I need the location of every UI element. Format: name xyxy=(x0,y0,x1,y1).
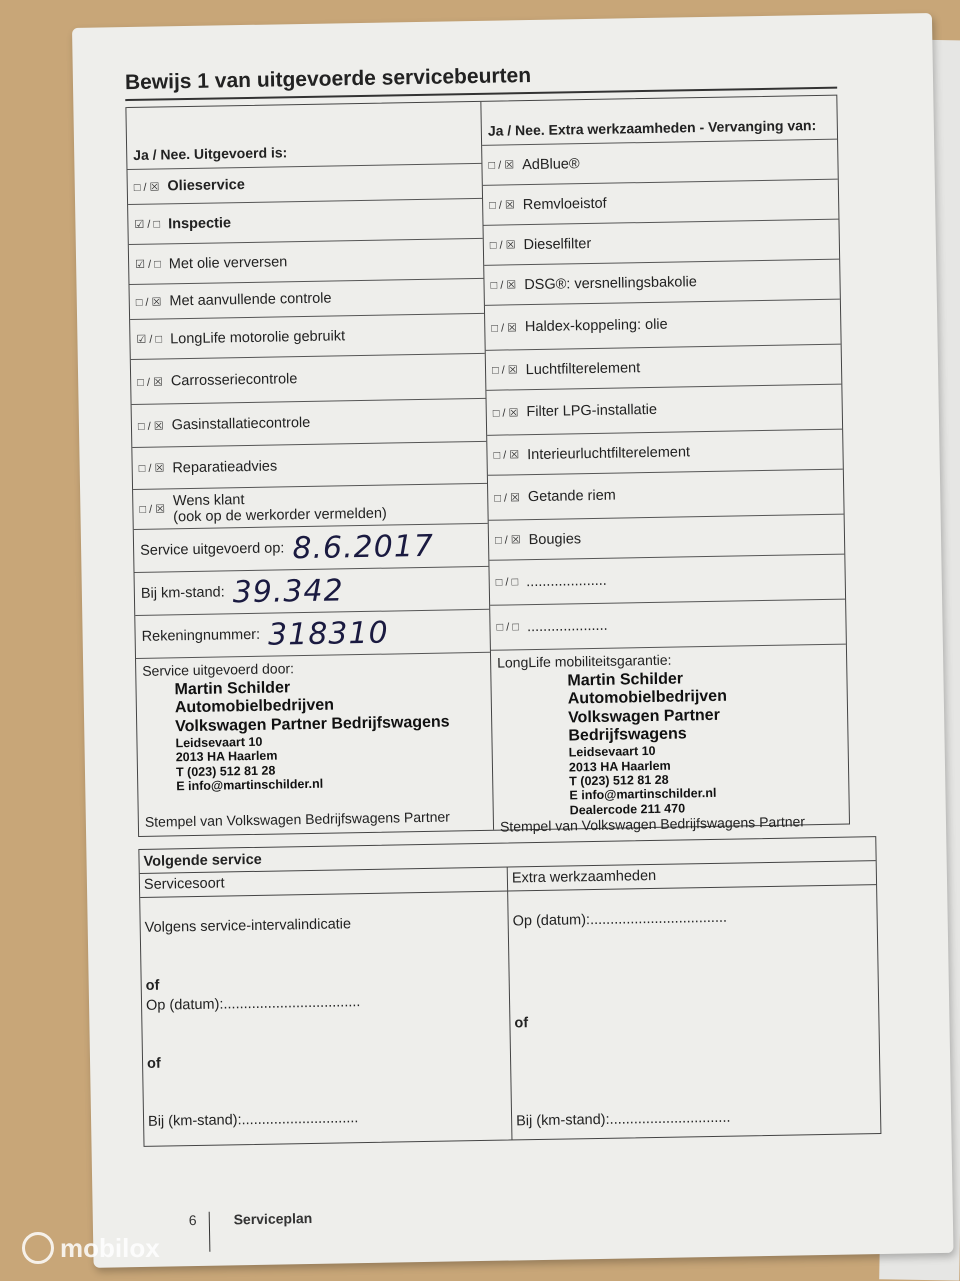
checkbox-pair[interactable]: □ / □ xyxy=(495,576,519,589)
mileage-row xyxy=(135,567,490,616)
page-title: Bewijs 1 van uitgevoerde servicebeurten xyxy=(124,63,532,95)
or-label: of xyxy=(145,977,160,994)
checkbox-pair[interactable]: □ / ☒ xyxy=(490,279,517,292)
item-label: Olieservice xyxy=(167,177,245,195)
extra-work-row xyxy=(486,385,842,436)
km-field-right: Bij (km-stand):.............................. xyxy=(516,1109,731,1130)
item-label: Carrosseriecontrole xyxy=(170,371,298,390)
checklist-row xyxy=(130,314,485,360)
dealer-stamp xyxy=(567,667,842,817)
item-label: Getande riem xyxy=(527,487,616,506)
mileage-value: 39.342 xyxy=(232,572,344,610)
item-label: Reparatieadvies xyxy=(172,457,278,476)
or-label: of xyxy=(146,1055,161,1072)
checkbox-pair[interactable]: ☑ / □ xyxy=(136,333,163,346)
item-label: Haldex-koppeling: olie xyxy=(524,316,668,336)
dealer-stamp xyxy=(174,676,450,793)
item-label: AdBlue® xyxy=(522,155,580,173)
service-booklet-page xyxy=(72,13,954,1268)
item-label: Interieurluchtfilterelement xyxy=(527,443,691,463)
checkbox-pair[interactable]: □ / ☒ xyxy=(137,419,164,433)
extra-work-row xyxy=(488,470,844,521)
interval-option: Volgens service-intervalindicatie xyxy=(144,916,352,936)
checkbox-pair[interactable]: □ / ☒ xyxy=(489,199,515,212)
checkbox-pair[interactable]: □ / ☒ xyxy=(139,503,166,516)
extra-work-row xyxy=(487,430,843,476)
checklist-row xyxy=(132,442,487,490)
item-label: DSG®: versnellingsbakolie xyxy=(524,273,698,293)
date-field-right: Op (datum):.................................. xyxy=(512,909,728,930)
item-label xyxy=(173,489,387,525)
item-label: .................... xyxy=(526,572,607,591)
invoice-number-row xyxy=(135,610,490,659)
item-label: Wens klant xyxy=(172,491,245,509)
stamp-dealer: Dealercode 211 470 xyxy=(569,801,686,818)
stamp-city: 2013 HA Haarlem xyxy=(175,748,278,765)
extra-work-row xyxy=(485,300,841,351)
stamp-name: Martin Schilder xyxy=(567,670,684,690)
stamp-box xyxy=(491,645,849,835)
stamp-company: Automobielbedrijven xyxy=(567,687,728,708)
extra-work-column xyxy=(481,96,849,835)
item-label: Filter LPG-installatie xyxy=(526,401,658,421)
checklist-row xyxy=(128,199,483,245)
item-label: .................... xyxy=(526,617,608,636)
section-name: Serviceplan xyxy=(233,1209,313,1228)
service-table xyxy=(125,95,850,837)
checkbox-pair[interactable]: ☑ / □ xyxy=(134,218,161,231)
logo-icon xyxy=(22,1232,54,1264)
stamp-phone: T (023) 512 81 28 xyxy=(175,763,276,780)
checkbox-pair[interactable]: □ / ☒ xyxy=(492,406,519,420)
extra-work-row xyxy=(484,260,840,306)
checkbox-pair[interactable]: □ / ☒ xyxy=(488,159,515,172)
service-date-row xyxy=(134,524,489,573)
item-label: Bougies xyxy=(528,530,582,548)
checkbox-pair[interactable]: □ / ☒ xyxy=(491,364,518,377)
performed-column xyxy=(126,102,494,836)
invoice-number-label: Rekeningnummer: xyxy=(141,626,261,645)
invoice-number-value: 318310 xyxy=(267,615,389,653)
checkbox-pair[interactable]: □ / ☒ xyxy=(133,180,160,194)
checkbox-pair[interactable]: □ / ☒ xyxy=(494,491,521,505)
item-note: (ook op de werkorder vermelden) xyxy=(173,505,387,525)
right-header: Ja / Nee. Extra werkzaamheden - Vervanging van: xyxy=(481,96,837,146)
watermark-text: mobilox xyxy=(60,1232,160,1263)
stamp-phone: T (023) 512 81 28 xyxy=(569,772,669,789)
stamp-name: Martin Schilder xyxy=(174,679,291,699)
stamp-street: Leidsevaart 10 xyxy=(568,744,656,760)
stamp-email: E info@martinschilder.nl xyxy=(569,786,717,803)
checkbox-pair[interactable]: □ / ☒ xyxy=(494,534,521,547)
next-service-title: Volgende service xyxy=(139,837,875,874)
date-field: Op (datum):.................................. xyxy=(145,994,361,1014)
checkbox-pair[interactable]: □ / ☒ xyxy=(137,375,163,389)
extra-work-row xyxy=(482,140,838,186)
item-label: Gasinstallatiecontrole xyxy=(171,414,311,434)
checkbox-pair[interactable]: □ / □ xyxy=(496,621,520,634)
item-label: Met olie verversen xyxy=(168,253,288,272)
service-type-header: Servicesoort xyxy=(140,868,508,897)
service-date-value: 8.6.2017 xyxy=(292,528,435,566)
checkbox-pair[interactable]: □ / ☒ xyxy=(489,239,516,252)
km-field: Bij (km-stand):............................. xyxy=(147,1110,359,1130)
item-label: Inspectie xyxy=(167,214,232,232)
item-label: Met aanvullende controle xyxy=(169,290,332,310)
item-label: Dieselfilter xyxy=(523,235,592,253)
extra-work-row xyxy=(489,555,845,606)
stamp-email: E info@martinschilder.nl xyxy=(176,776,324,794)
page-number: 6 xyxy=(189,1212,210,1252)
longlife-label: LongLife mobiliteitsgarantie: xyxy=(497,651,672,671)
checkbox-pair[interactable]: ☑ / □ xyxy=(135,258,161,271)
stamp-caption: Stempel van Volkswagen Bedrijfswagens Partner xyxy=(144,808,451,831)
checkbox-pair[interactable]: □ / ☒ xyxy=(138,462,165,475)
or-label: of xyxy=(514,1015,529,1032)
extra-work-row xyxy=(483,180,839,226)
left-header: Ja / Nee. Uitgevoerd is: xyxy=(126,102,481,170)
checklist-row xyxy=(129,239,484,285)
checkbox-pair[interactable]: □ / ☒ xyxy=(135,295,162,309)
item-label: Remvloeistof xyxy=(522,195,607,213)
extra-work-row xyxy=(489,515,845,561)
item-label: LongLife motorolie gebruikt xyxy=(169,327,346,347)
watermark xyxy=(22,1232,160,1264)
checklist-row xyxy=(132,399,487,448)
extra-work-header: Extra werkzaamheden xyxy=(511,867,657,887)
stamp-company: Automobielbedrijven xyxy=(174,696,335,717)
stamp-partner: Volkswagen Partner Bedrijfswagens xyxy=(567,706,721,745)
stamp-partner: Volkswagen Partner Bedrijfswagens xyxy=(175,713,450,735)
item-label: Luchtfilterelement xyxy=(525,359,641,378)
stamp-caption: Stempel van Volkswagen Bedrijfswagens Partner xyxy=(499,813,806,835)
stamp-box xyxy=(136,653,493,835)
extra-work-row xyxy=(490,600,846,651)
extra-work-row xyxy=(486,345,842,391)
stamp-city: 2013 HA Haarlem xyxy=(568,758,671,775)
checklist-row xyxy=(131,354,486,405)
extra-work-row xyxy=(484,220,840,266)
checkbox-pair[interactable]: □ / ☒ xyxy=(493,449,520,462)
service-date-label: Service uitgevoerd op: xyxy=(139,540,285,559)
stamp-street: Leidsevaart 10 xyxy=(175,734,263,751)
checkbox-pair[interactable]: □ / ☒ xyxy=(491,321,518,335)
performed-by-label: Service uitgevoerd door: xyxy=(142,660,295,679)
mileage-label: Bij km-stand: xyxy=(140,584,225,602)
next-service-table xyxy=(138,836,881,1147)
checklist-row xyxy=(133,484,488,530)
